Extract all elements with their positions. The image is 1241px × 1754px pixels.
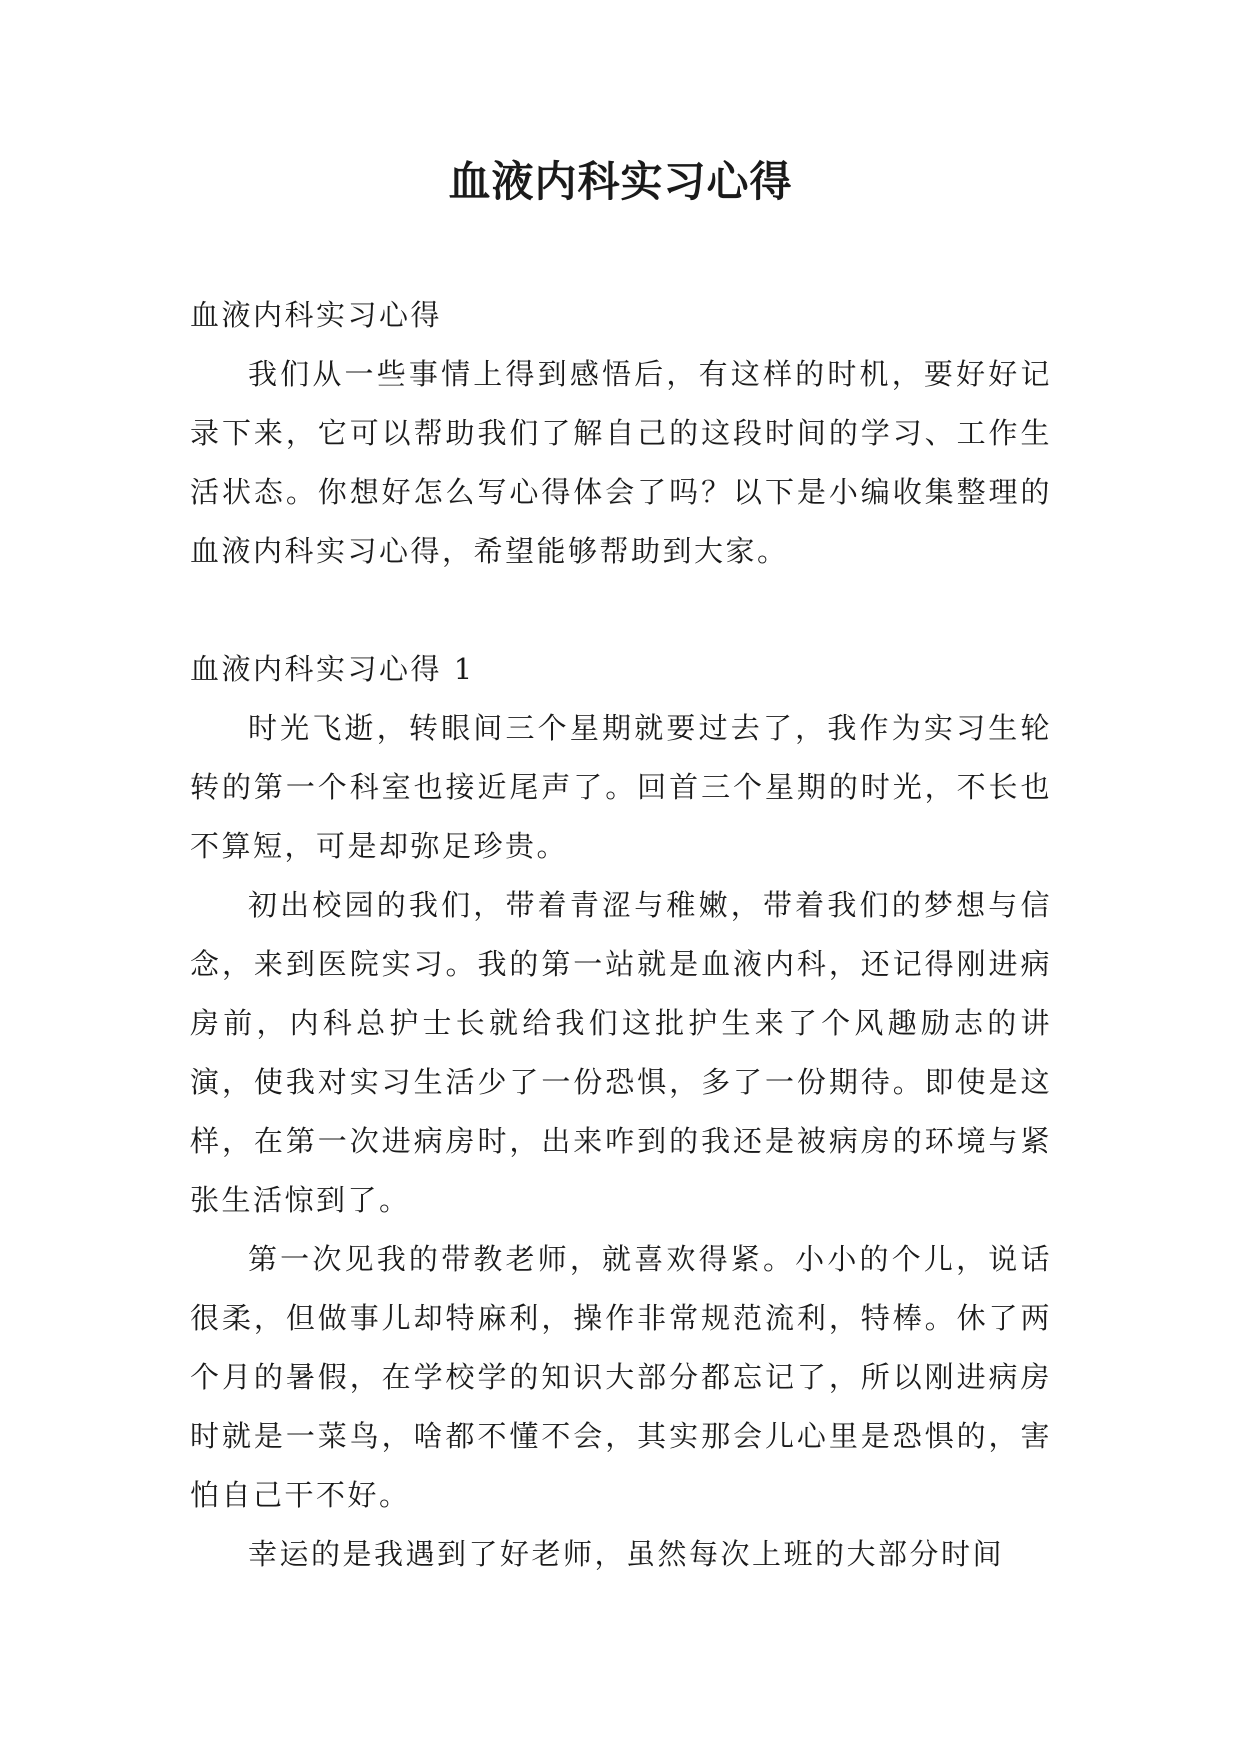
section-1-paragraph-4: 幸运的是我遇到了好老师，虽然每次上班的大部分时间 (248, 1537, 1005, 1571)
section-1-paragraph-3: 第一次见我的带教老师，就喜欢得紧。小小的个儿，说话很柔，但做事儿却特麻利，操作非常规范流利，特棒。休了两个月的暑假，在学校学的知识大部分都忘记了，所以刚进病房时就是一菜鸟，啥都不懂不会，其实那会儿心里是恐惧的，害怕自己干不好。 (190, 1242, 1052, 1512)
document-body (190, 286, 1052, 1584)
intro-heading: 血液内科实习心得 (190, 298, 443, 332)
section-1-paragraph-1: 时光飞逝，转眼间三个星期就要过去了，我作为实习生轮转的第一个科室也接近尾声了。回首三个星期的时光，不长也不算短，可是却弥足珍贵。 (190, 711, 1052, 863)
section-1-paragraph-2: 初出校园的我们，带着青涩与稚嫩，带着我们的梦想与信念，来到医院实习。我的第一站就是血液内科，还记得刚进病房前，内科总护士长就给我们这批护生来了个风趣励志的讲演，使我对实习生活少了一份恐惧，多了一份期待。即使是这样，在第一次进病房时，出来咋到的我还是被病房的环境与紧张生活惊到了。 (190, 888, 1052, 1217)
section-1-heading: 血液内科实习心得 1 (190, 652, 475, 686)
section-spacer (190, 581, 1052, 640)
intro-paragraph: 我们从一些事情上得到感悟后，有这样的时机，要好好记录下来，它可以帮助我们了解自己的这段时间的学习、工作生活状态。你想好怎么写心得体会了吗？以下是小编收集整理的血液内科实习心得，希望能够帮助到大家。 (190, 357, 1052, 568)
document-title: 血液内科实习心得 (448, 157, 793, 206)
